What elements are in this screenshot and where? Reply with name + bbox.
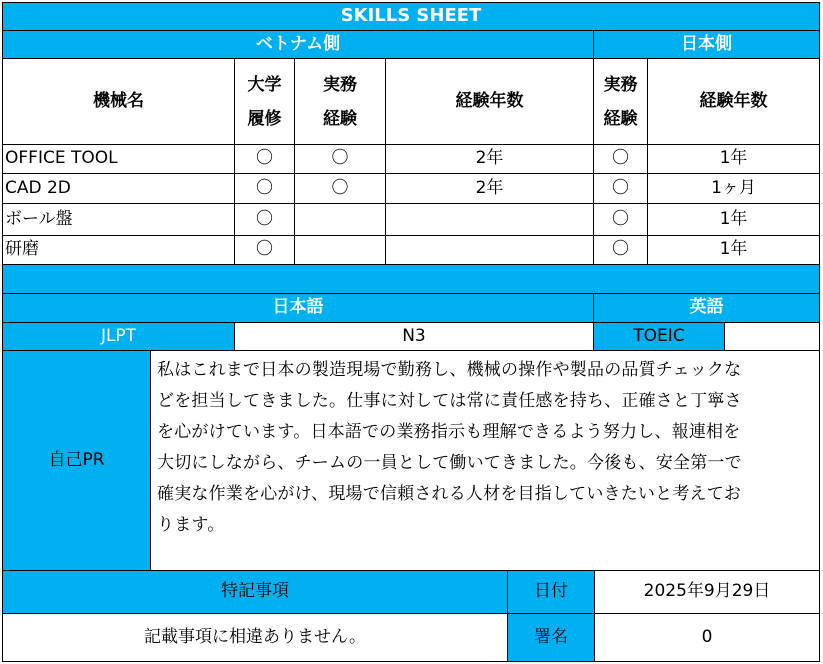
col-university-line1: 大学 — [247, 74, 282, 95]
section-japan: 日本側 — [593, 30, 820, 59]
self-pr-line-5: 確実な作業を心がけ、現場で信頼される人材を目指していきたいと考えてお — [157, 484, 742, 504]
section-vietnam: ベトナム側 — [2, 30, 594, 59]
row-2-vn-years: 2年 — [385, 173, 594, 204]
row-2-university: 〇 — [234, 173, 295, 204]
jlpt-label: JLPT — [2, 322, 235, 351]
row-2-jp-years: 1ヶ月 — [647, 173, 820, 204]
row-3-jp-years: 1年 — [647, 203, 820, 236]
date-label: 日付 — [507, 570, 595, 614]
row-1-university: 〇 — [234, 144, 295, 174]
row-2-machine: CAD 2D — [2, 173, 235, 204]
col-university-line2: 履修 — [247, 108, 282, 129]
spacer-band — [2, 264, 820, 294]
notes-label: 特記事項 — [2, 570, 508, 614]
row-3-machine: ボール盤 — [2, 203, 235, 236]
col-vn-experience-line1: 実務 — [323, 74, 357, 95]
col-jp-experience-line1: 実務 — [603, 74, 638, 95]
row-1-vn-experience: 〇 — [294, 144, 386, 174]
signature-label: 署名 — [507, 613, 595, 662]
row-3-university: 〇 — [234, 203, 295, 236]
col-jp-years: 経験年数 — [647, 58, 820, 145]
self-pr-line-2: どを担当してきました。仕事に対しては常に責任感を持ち、正確さと丁寧さ — [157, 391, 742, 411]
row-4-vn-experience — [294, 235, 386, 265]
row-1-machine: OFFICE TOOL — [2, 144, 235, 174]
col-jp-experience-line2: 経験 — [603, 108, 638, 129]
jlpt-value: N3 — [234, 322, 594, 351]
row-4-machine: 研磨 — [2, 235, 235, 265]
row-3-vn-experience — [294, 203, 386, 236]
sheet-title: SKILLS SHEET — [2, 2, 820, 31]
row-4-jp-experience: 〇 — [593, 235, 648, 265]
row-4-jp-years: 1年 — [647, 235, 820, 265]
toeic-value — [724, 322, 820, 351]
col-university — [234, 58, 295, 145]
notes-value: 記載事項に相違ありません。 — [2, 613, 508, 662]
row-3-vn-years — [385, 203, 594, 236]
row-4-university: 〇 — [234, 235, 295, 265]
row-4-vn-years — [385, 235, 594, 265]
signature-value: 0 — [594, 613, 820, 662]
col-vn-experience-line2: 経験 — [323, 108, 357, 129]
col-machine-name: 機械名 — [2, 58, 235, 145]
self-pr-line-4: 大切にしながら、チームの一員として働いてきました。今後も、安全第一で — [157, 453, 742, 473]
row-2-vn-experience: 〇 — [294, 173, 386, 204]
col-vn-experience — [294, 58, 386, 145]
row-1-vn-years: 2年 — [385, 144, 594, 174]
row-3-jp-experience: 〇 — [593, 203, 648, 236]
skills-sheet — [2, 2, 820, 662]
self-pr-line-6: ります。 — [157, 515, 225, 535]
col-jp-experience — [593, 58, 648, 145]
row-2-jp-experience: 〇 — [593, 173, 648, 204]
toeic-label: TOEIC — [593, 322, 725, 351]
col-vn-years: 経験年数 — [385, 58, 594, 145]
self-pr-text — [150, 350, 820, 571]
row-1-jp-years: 1年 — [647, 144, 820, 174]
self-pr-line-1: 私はこれまで日本の製造現場で勤務し、機械の操作や製品の品質チェックな — [157, 360, 742, 380]
self-pr-line-3: を心がけています。日本語での業務指示も理解できるよう努力し、報連相を — [157, 422, 741, 442]
row-1-jp-experience: 〇 — [593, 144, 648, 174]
self-pr-label: 自己PR — [2, 350, 151, 571]
language-japanese-header: 日本語 — [2, 293, 594, 323]
language-english-header: 英語 — [593, 293, 820, 323]
date-value: 2025年9月29日 — [594, 570, 820, 614]
